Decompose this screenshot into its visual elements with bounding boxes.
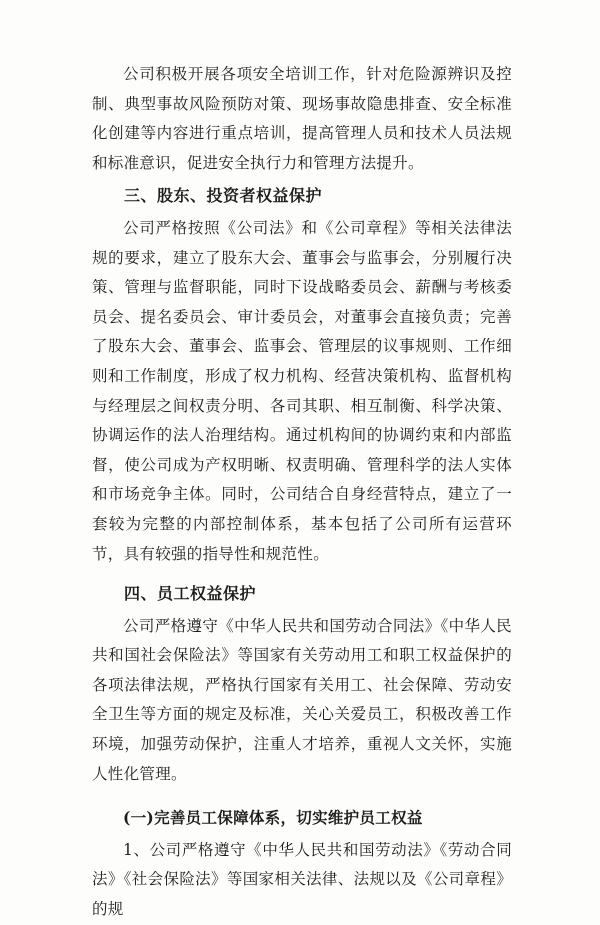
- paragraph-shareholder-rights: 公司严格按照《公司法》和《公司章程》等相关法律法规的要求，建立了股东大会、董事会与监事会，分别履行决策、管理与监督职能，同时下设战略委员会、薪酬与考核委员会、提名委员会、审计委员会，对董事会直接负责；完善了股东大会、董事会、监事会、管理层的议事规则、工作细则和工作制度，形成了权力机构、经营决策机构、监督机构与经理层之间权责分明、各司其职、相互制衡、科学决策、协调运作的法人治理结构。通过机构间的协调约束和内部监督，使公司成为产权明晰、权责明确、管理科学的法人实体和市场竞争主体。同时，公司结合自身经营特点，建立了一套较为完整的内部控制体系，基本包括了公司所有运营环节，具有较强的指导性和规范性。: [92, 218, 512, 563]
- paragraph-safety-training: 公司积极开展各项安全培训工作，针对危险源辨识及控制、典型事故风险预防对策、现场事故隐患排查、安全标准化创建等内容进行重点培训，提高管理人员和技术人员法规和标准意识，促进安全执行力和管理方法提升。: [92, 65, 512, 172]
- paragraph-labor-law-compliance: 1、公司严格遵守《中华人民共和国劳动法》《劳动合同法》《社会保险法》等国家相关法律、法规以及《公司章程》的规: [92, 840, 512, 919]
- paragraph-employee-rights: 公司严格遵守《中华人民共和国劳动合同法》《中华人民共和国社会保险法》等国家有关劳动用工和职工权益保护的各项法律法规，严格执行国家有关用工、社会保障、劳动安全卫生等方面的规定及标准，关心关爱员工，积极改善工作环境，加强劳动保护，注重人才培养，重视人文关怀，实施人性化管理。: [92, 616, 512, 783]
- section-heading-shareholder-rights: 三、股东、投资者权益保护: [124, 186, 323, 206]
- section-heading-employee-rights: 四、员工权益保护: [124, 584, 257, 604]
- subsection-heading-employee-security: (一)完善员工保障体系，切实维护员工权益: [123, 808, 423, 828]
